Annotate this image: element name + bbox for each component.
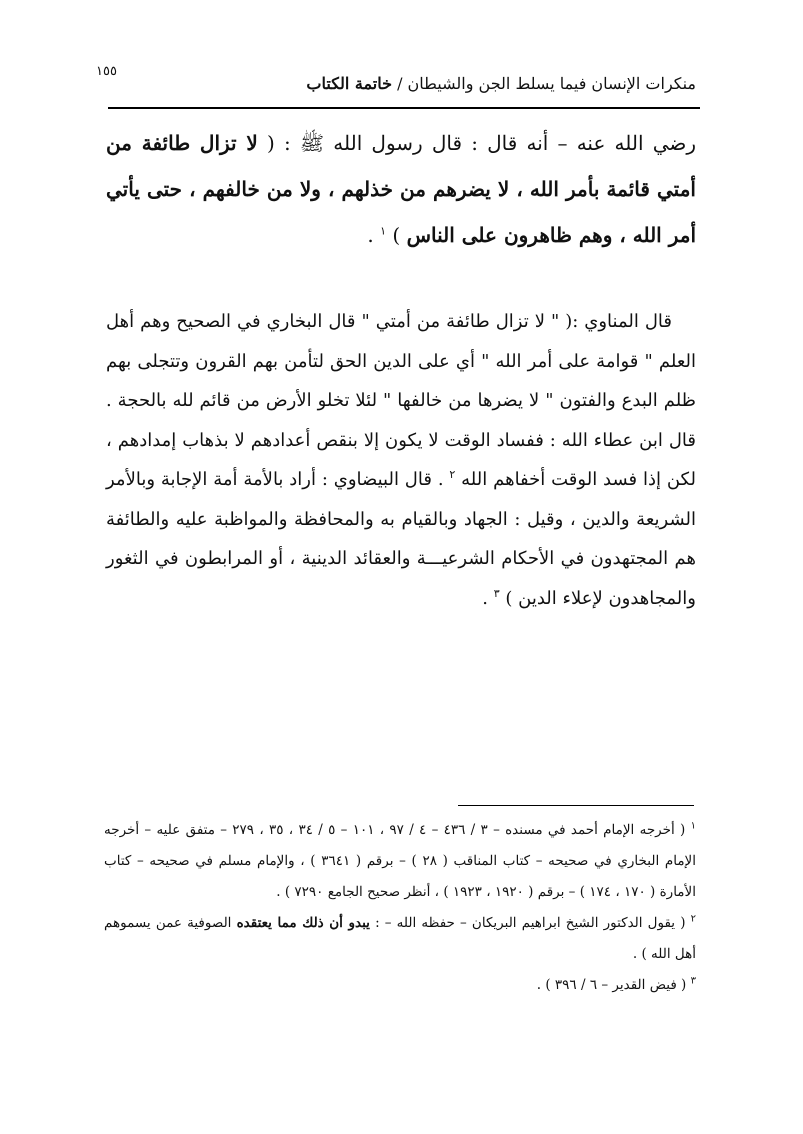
commentary-end: . [482, 587, 489, 609]
commentary-part-2: . قال البيضاوي : أراد بالأمة أمة الإجابة وبالأمر الشريعة والدين ، وقيل : الجهاد وبالقيام به والمحافظة والمواظبة عليه والطائفة هم المجتهدون في الأحكام الشرعيـــة والعقائد الدينية ، أو المرابطون في الثغور والمجاهدون لإعلاء الدين ) [106, 469, 696, 609]
chapter-title: خاتمة الكتاب [306, 74, 392, 93]
hadith-paragraph [106, 120, 696, 258]
footnote-ref-2[interactable]: ٢ [449, 468, 456, 481]
footnotes [104, 815, 696, 1001]
footnote-3 [104, 970, 696, 1001]
footnote-text: ( أخرجه الإمام أحمد في مسنده – ٣ / ٤٣٦ – ٤ / ٩٧ ، ١٠١ – ٥ / ٣٤ ، ٣٥ ، ٢٧٩ – متفق عليه – أخرجه الإمام البخاري في صحيحه – كتاب المناقب ( ٢٨ ) – برقم ( ٣٦٤١ ) ، والإمام مسلم في صحيحه – كتاب الأمارة ( ١٧٠ ، ١٧٤ ) – برقم ( ١٩٢٠ ، ١٩٢٣ ) ، أنظر صحيح الجامع ٧٢٩٠ ) . [104, 822, 697, 900]
book-title: منكرات الإنسان فيما يسلط الجن والشيطان / [397, 74, 696, 93]
footnote-text-end: الصوفية عمن يسموهم أهل الله ) . [104, 915, 696, 962]
hadith-text: لا تزال طائفة من أمتي قائمة بأمر الله ، لا يضرهم من خذلهم ، ولا من خالفهم ، حتى يأتي أمر الله ، وهم ظاهرون على الناس [106, 131, 696, 247]
commentary-part-1: قال المناوي :( " لا تزال طائفة من أمتي " قال البخاري في الصحيح وهم أهل العلم " قوامة على أمر الله " أي على الدين الحق لتأمن بهم القرون وتتجلى بهم ظلم البدع والفتون " لا يضرها من خالفها " لئلا تخلو الأرض من قائم لله بالحجة . قال ابن عطاء الله : ففساد الوقت لا يكون إلا بنقص أعدادهم لا بذهاب إمدادهم ، لكن إذا فسد الوقت أخفاهم الله [106, 311, 696, 490]
salawat-symbol: ﷺ [299, 131, 325, 155]
hadith-intro: رضي الله عنه – أنه قال : قال رسول الله [333, 131, 697, 155]
running-header [306, 74, 696, 93]
footnote-1 [104, 815, 696, 908]
footnote-ref-1[interactable]: ١ [380, 224, 387, 238]
footnote-number: ٣ [690, 975, 696, 987]
commentary-paragraph [106, 302, 696, 618]
page-number: ١٥٥ [96, 64, 117, 79]
footnote-text: ( فيض القدير – ٦ / ٣٩٦ ) . [536, 977, 687, 993]
footnote-2 [104, 908, 696, 970]
footnote-emphasis: يبدو أن ذلك مما يعتقده [236, 915, 370, 931]
hadith-end: . [367, 223, 374, 247]
header-rule [108, 107, 700, 109]
footnote-number: ١ [690, 820, 696, 832]
footnote-text: ( يقول الدكتور الشيخ ابراهيم البريكان – حفظه الله – : [375, 915, 686, 931]
quote-open: : ( [266, 131, 291, 155]
footnote-separator [458, 805, 694, 806]
footnote-number: ٢ [690, 913, 697, 925]
quote-close: ) [392, 223, 401, 247]
footnote-ref-3[interactable]: ٣ [493, 586, 500, 600]
